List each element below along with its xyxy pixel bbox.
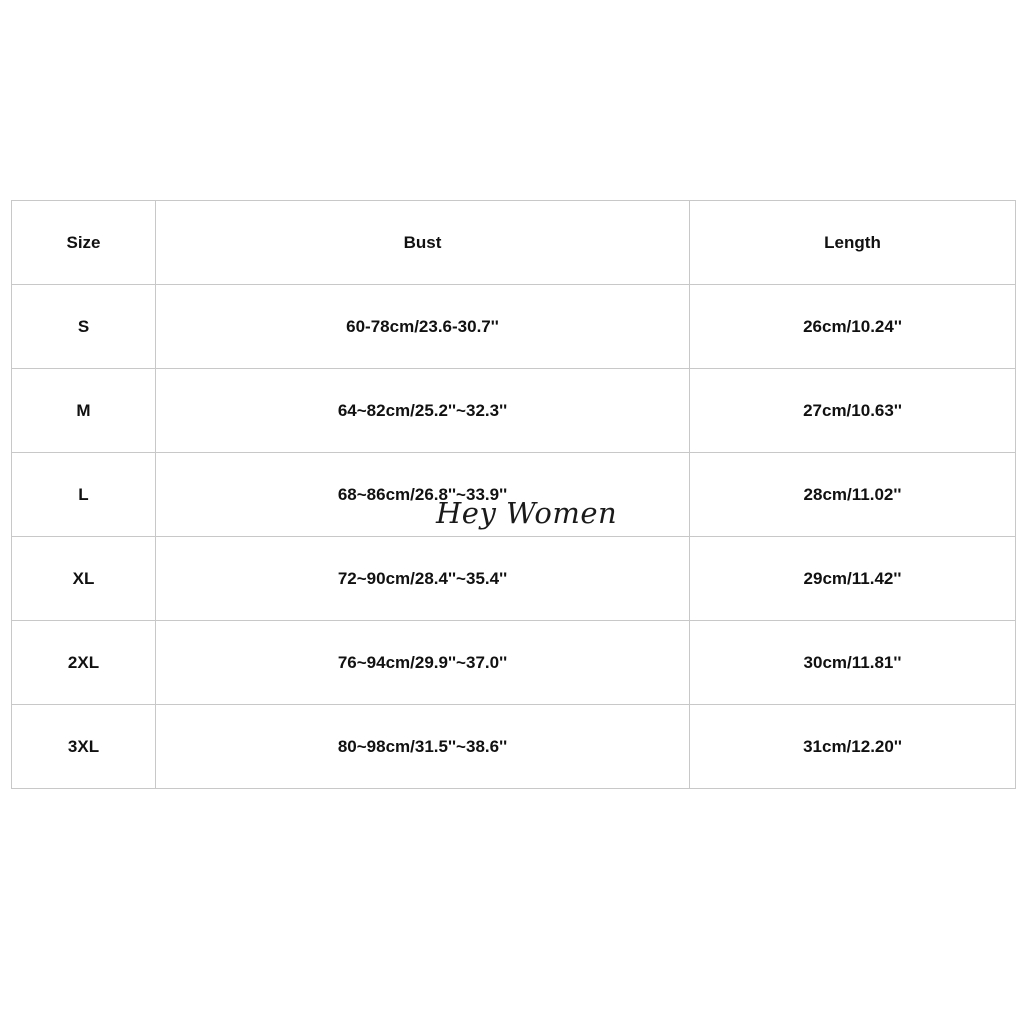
table-row xyxy=(12,369,1016,453)
table-row xyxy=(12,453,1016,537)
bust-cell: 72~90cm/28.4''~35.4'' xyxy=(156,537,690,621)
size-cell: L xyxy=(12,453,156,537)
length-cell: 31cm/12.20'' xyxy=(690,705,1016,789)
length-cell: 27cm/10.63'' xyxy=(690,369,1016,453)
table-row xyxy=(12,621,1016,705)
length-cell: 30cm/11.81'' xyxy=(690,621,1016,705)
size-cell: 3XL xyxy=(12,705,156,789)
length-cell: 26cm/10.24'' xyxy=(690,285,1016,369)
length-cell: 29cm/11.42'' xyxy=(690,537,1016,621)
header-length: Length xyxy=(690,201,1016,285)
length-cell: 28cm/11.02'' xyxy=(690,453,1016,537)
header-size: Size xyxy=(12,201,156,285)
header-bust: Bust xyxy=(156,201,690,285)
size-chart-table xyxy=(11,200,1016,789)
bust-cell: 60-78cm/23.6-30.7'' xyxy=(156,285,690,369)
size-cell: S xyxy=(12,285,156,369)
table-row xyxy=(12,537,1016,621)
size-cell: 2XL xyxy=(12,621,156,705)
bust-cell: 76~94cm/29.9''~37.0'' xyxy=(156,621,690,705)
bust-cell: 64~82cm/25.2''~32.3'' xyxy=(156,369,690,453)
table-row xyxy=(12,705,1016,789)
size-cell: M xyxy=(12,369,156,453)
bust-cell: 68~86cm/26.8''~33.9'' xyxy=(156,453,690,537)
header-row xyxy=(12,201,1016,285)
watermark-text: Hey Women xyxy=(436,496,618,530)
bust-cell: 80~98cm/31.5''~38.6'' xyxy=(156,705,690,789)
table-row xyxy=(12,285,1016,369)
size-cell: XL xyxy=(12,537,156,621)
